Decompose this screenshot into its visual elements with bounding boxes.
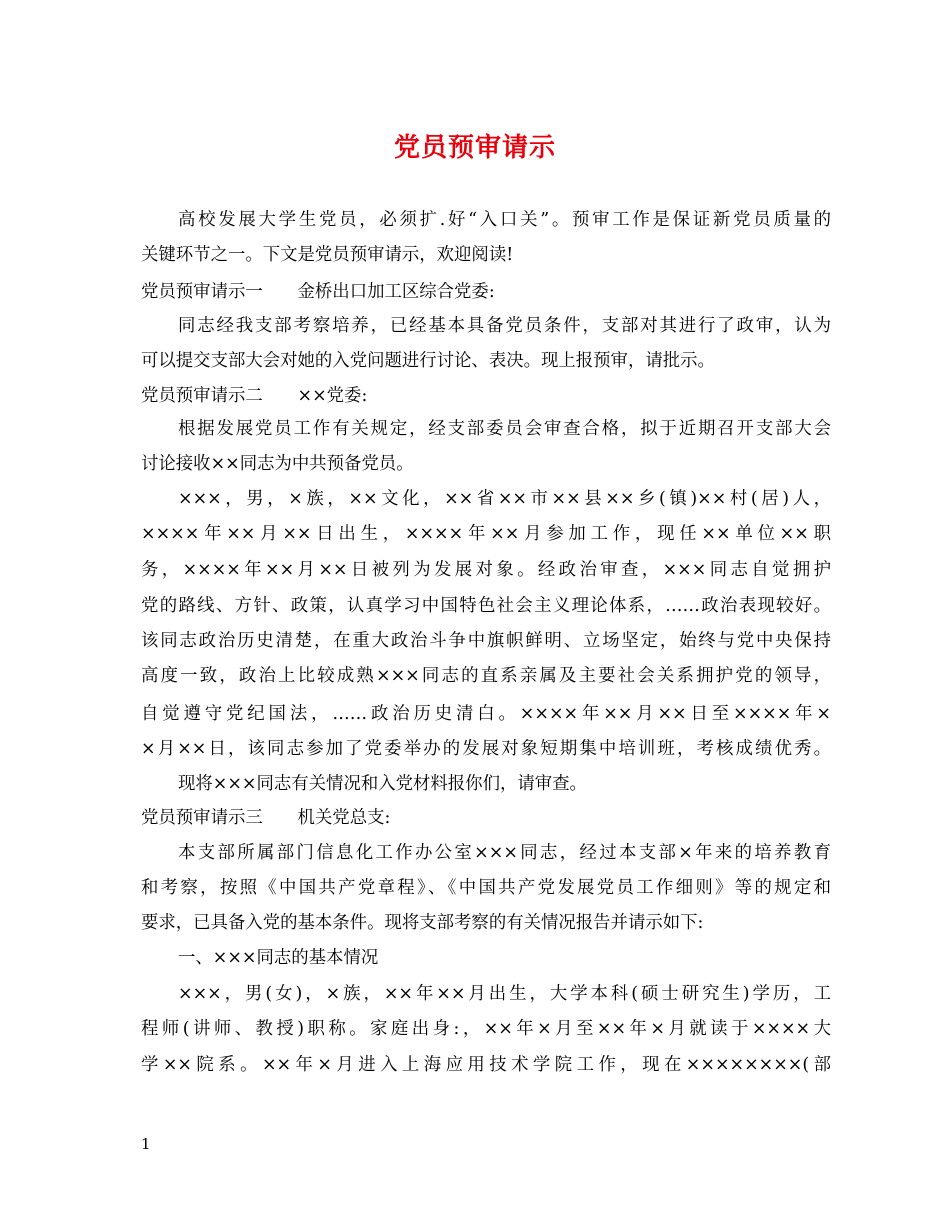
paragraph-line: 根据发展党员工作有关规定，经支部委员会审查合格，拟于近期召开支部大会 xyxy=(178,419,831,439)
paragraph-line: 和考察，按照《中国共产党章程》、《中国共产党发展党员工作细则》等的规定和 xyxy=(141,878,831,898)
paragraph-line: 自觉遵守党纪国法，……政治历史清白。××××年××月××日至××××年× xyxy=(141,704,831,724)
paragraph-line: 关键环节之一。下文是党员预审请示，欢迎阅读! xyxy=(141,245,514,265)
paragraph-line: ×××，男(女)，×族，××年××月出生，大学本科(硕士研究生)学历，工 xyxy=(178,984,831,1004)
paragraph-line: 程师(讲师、教授)职称。家庭出身:，××年×月至××年×月就读于××××大 xyxy=(141,1019,831,1039)
page-title: 党员预审请示 xyxy=(393,133,556,163)
section-heading: 党员预审请示三 机关党总支: xyxy=(141,808,391,828)
paragraph-line: ×月××日，该同志参加了党委举办的发展对象短期集中培训班，考核成绩优秀。 xyxy=(141,739,831,759)
subsection-heading: 一、×××同志的基本情况 xyxy=(178,948,379,968)
paragraph-line: ××××年××月××日出生，××××年××月参加工作，现任××单位××职 xyxy=(141,524,831,544)
paragraph-line: 讨论接收××同志为中共预备党员。 xyxy=(141,454,414,474)
section-heading: 党员预审请示二 ××党委: xyxy=(141,386,368,406)
paragraph-line: 党的路线、方针、政策，认真学习中国特色社会主义理论体系，……政治表现较好。 xyxy=(141,596,831,616)
paragraph-line: 高校发展大学生党员，必须扩.好“入口关”。预审工作是保证新党员质量的 xyxy=(178,210,831,230)
paragraph-line: 本支部所属部门信息化工作办公室×××同志，经过本支部×年来的培养教育 xyxy=(178,843,831,863)
section-heading: 党员预审请示一 金桥出口加工区综合党委: xyxy=(141,282,495,302)
paragraph-line: 要求，已具备入党的基本条件。现将支部考察的有关情况报告并请示如下: xyxy=(141,913,704,933)
paragraph-line: 同志经我支部考察培养，已经基本具备党员条件，支部对其进行了政审，认为 xyxy=(178,316,831,336)
paragraph-line: 该同志政治历史清楚，在重大政治斗争中旗帜鲜明、立场坚定，始终与党中央保持 xyxy=(141,631,831,651)
paragraph-line: 现将×××同志有关情况和入党材料报你们，请审查。 xyxy=(178,774,587,794)
paragraph-line: 可以提交支部大会对她的入党问题进行讨论、表决。现上报预审，请批示。 xyxy=(141,351,715,371)
paragraph-line: 务，××××年××月××日被列为发展对象。经政治审查，×××同志自觉拥护 xyxy=(141,560,831,580)
page-number: 1 xyxy=(141,1135,151,1153)
paragraph-line: 高度一致，政治上比较成熟×××同志的直系亲属及主要社会关系拥护党的领导， xyxy=(141,666,831,686)
paragraph-line: ×××，男，×族，××文化，××省××市××县××乡(镇)××村(居)人， xyxy=(178,489,831,509)
paragraph-line: 学××院系。××年×月进入上海应用技术学院工作，现在××××××××(部 xyxy=(141,1055,831,1075)
